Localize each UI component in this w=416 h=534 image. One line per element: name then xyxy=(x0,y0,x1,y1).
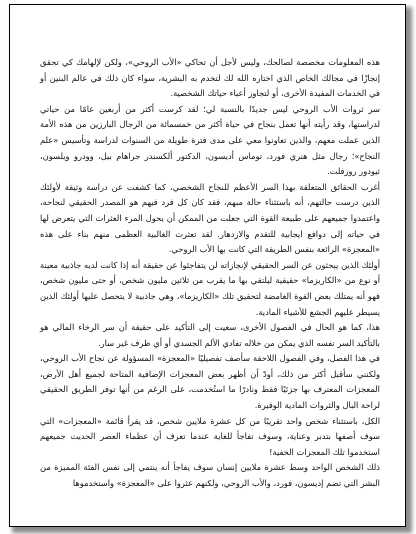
paragraph: أغرب الحقائق المتعلقة بهذا السر الأعظم للنجاح الشخصي، كما كشفت عن دراسة وثيقة لأولئك الذين درست حالتهم، أنه باستثناء حالة مبهم، فقد كان كل فرد فيهم هو المصدر الحقيقي لنجاحه، واعتمدوا جميعهم على طبيعة القوة التي جعلت من الممكن أن يحول المرء العثرات التي يتعرض لها في حياته إلى دوافع ايجابية للتقدم والازدهار. لقد تعثرت الغالبية العظمى منهم بناء على هذه «المعجزة» الرائعة بنفس الطريقة التي كانت بها الأب الروحي. xyxy=(40,181,380,255)
paragraph: في هذا الفصل، وفي الفصول اللاحقة سأصف تفصيليًا «المعجزة» المسؤولة عن نجاح الأب الروحي، ولكنني سأقبل أكثر من ذلك، أودّ أن أظهر بعض المعجزات الإضافية المتاحة لجميع أهل الأرض، المعجزات المعترف بها جزئيًا فقط ونادرًا ما استُخدمت، على الرغم من أنها توفر الطريق الحقيقي لراحة البال والثروات المادية الوفيرة. xyxy=(40,353,380,411)
paragraph: أولئك الذين يبحثون عن السر الحقيقي لإنجازاته لن يتفاجئوا عن حقيقة أنه إذا كانت لديه جاذبية معينة أو نوع من «الكاريزما» حقيقية ليلتقي بها ما يقرب من ثلاثين مليون شخص، أو حتى مليون شخص، فهو أنه يمتلك بعض القوة الغامضة لتحقيق تلك «الكاريزما»، وهي جاذبية لا يتحصل عليها أولئك الذين يسيطر عليهم الجشع للأشياء المادية. xyxy=(40,259,380,317)
paragraph: هذه المعلومات مخصصة لصالحك، وليس لأجل أن تحاكي «الأب الروحي»، ولكن لإلهامك كي تحقق إنجازًا في مجالك الخاص الذي اختاره الله لك لتخدم به البشرية، سواء كان ذلك في عالم البنين أو في الخدمات المفيدة الأخرى، أو لتجاوز أعباء حياتك الشخصية. xyxy=(40,57,380,99)
paragraph: سر ثروات الأب الروحي ليس جديدًا بالنسبة لي؛ لقد كرست أكثر من أربعين عامًا من حياتي لدراستها، وقد رأيته أنها تعمل بنجاح في حياة أكثر من خمسمائة من الرجال البارزين من هذه الأمة الذين عملت معهم، والذين تعاونوا معي على مدى فترة طويلة من السنوات لدراسة وتأسيس «علم النجاح»؛ رجال مثل هنري فورد، توماس أديسون، الدكتور ألكسندر جراهام بيل، وودرو ويلسون، ثيودور روزفلت. xyxy=(40,103,380,177)
document-body xyxy=(40,55,380,492)
paragraph: الكل، باستثناء شخص واحد تقريبًا من كل عشرة ملايين شخص، قد يقرأ قائمة «المعجزات» التي سوف أصفها بتدبر وعناية، وسوف تفاجأ للغاية عندما تعرف أن عظماء العصر الحديث جميعهم استخدموا تلك المعجزات الخفية! xyxy=(40,415,380,457)
paragraph: هذا، كما هو الحال في الفصول الأخرى، سعيت إلى التأكيد على حقيقة أن سر الرخاء المالي هو بالتأكيد السر نفسه الذي يمكن من خلاله تفادي الألم الجسدي أو أي ظرف غير سار. xyxy=(40,322,380,348)
paragraph: ذلك الشخص الواحد وسط عشرة ملايين إنسان سوف يفاجأ أنه ينتمي إلى نفس الفئة المميزة من البشر التي تضم إديسون، فورد، والأب الروحي، ولكنهم عثروا على «المعجزة» واستخدموها xyxy=(40,462,380,489)
document-page xyxy=(9,4,406,527)
